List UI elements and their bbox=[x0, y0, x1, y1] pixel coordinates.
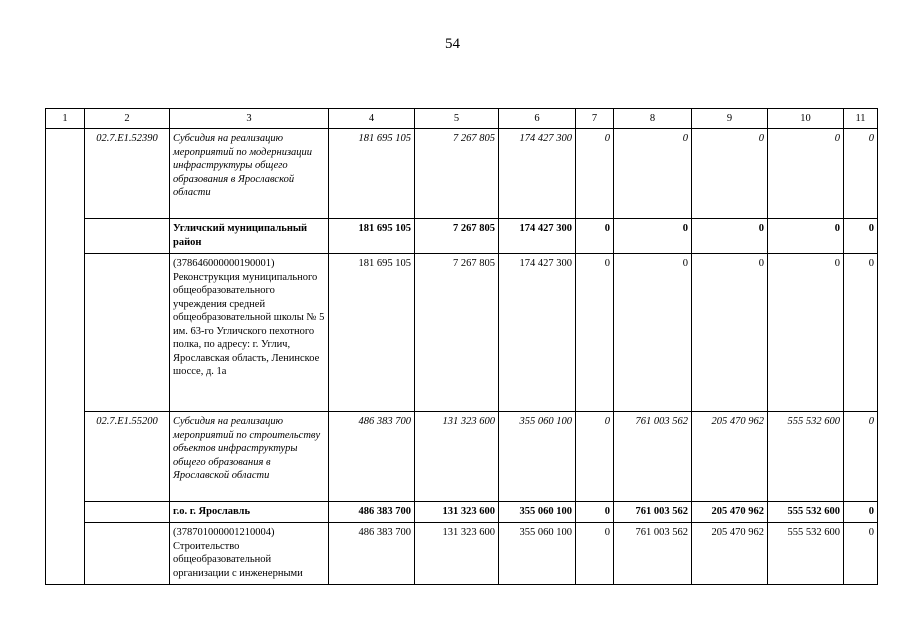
value-cell: 555 532 600 bbox=[768, 523, 844, 585]
table-row bbox=[46, 129, 878, 219]
row-description: г.о. г. Ярославль bbox=[170, 502, 329, 523]
value-cell: 205 470 962 bbox=[692, 502, 768, 523]
table-cell bbox=[46, 219, 85, 254]
row-description: Субсидия на реализацию мероприятий по строительству объектов инфраструктуры общего образования в Ярославской области bbox=[170, 412, 329, 502]
value-cell: 0 bbox=[576, 523, 614, 585]
value-cell: 0 bbox=[692, 129, 768, 219]
row-description: Субсидия на реализацию мероприятий по модернизации инфраструктуры общего образования в Ярославской области bbox=[170, 129, 329, 219]
value-cell: 0 bbox=[576, 219, 614, 254]
value-cell: 7 267 805 bbox=[415, 129, 499, 219]
budget-code bbox=[85, 254, 170, 412]
value-cell: 0 bbox=[768, 254, 844, 412]
budget-code: 02.7.E1.52390 bbox=[85, 129, 170, 219]
value-cell: 0 bbox=[692, 219, 768, 254]
budget-code bbox=[85, 523, 170, 585]
value-cell: 0 bbox=[844, 219, 878, 254]
column-number: 11 bbox=[844, 109, 878, 129]
value-cell: 486 383 700 bbox=[329, 502, 415, 523]
budget-code bbox=[85, 502, 170, 523]
table-cell bbox=[46, 129, 85, 219]
column-number: 6 bbox=[499, 109, 576, 129]
value-cell: 0 bbox=[844, 502, 878, 523]
value-cell: 0 bbox=[614, 219, 692, 254]
column-number: 10 bbox=[768, 109, 844, 129]
budget-code: 02.7.E1.55200 bbox=[85, 412, 170, 502]
value-cell: 0 bbox=[576, 254, 614, 412]
budget-code bbox=[85, 219, 170, 254]
value-cell: 0 bbox=[768, 129, 844, 219]
value-cell: 131 323 600 bbox=[415, 502, 499, 523]
value-cell: 0 bbox=[844, 254, 878, 412]
value-cell: 0 bbox=[692, 254, 768, 412]
value-cell: 0 bbox=[844, 523, 878, 585]
column-number-row bbox=[46, 109, 878, 129]
value-cell: 181 695 105 bbox=[329, 254, 415, 412]
table-cell bbox=[46, 254, 85, 412]
table-row bbox=[46, 502, 878, 523]
column-number: 2 bbox=[85, 109, 170, 129]
value-cell: 355 060 100 bbox=[499, 412, 576, 502]
value-cell: 205 470 962 bbox=[692, 523, 768, 585]
page-number: 54 bbox=[445, 36, 460, 52]
value-cell: 0 bbox=[614, 254, 692, 412]
value-cell: 7 267 805 bbox=[415, 219, 499, 254]
column-number: 9 bbox=[692, 109, 768, 129]
value-cell: 7 267 805 bbox=[415, 254, 499, 412]
value-cell: 0 bbox=[576, 502, 614, 523]
value-cell: 355 060 100 bbox=[499, 523, 576, 585]
column-number: 8 bbox=[614, 109, 692, 129]
table-cell bbox=[46, 502, 85, 523]
table-row bbox=[46, 412, 878, 502]
value-cell: 131 323 600 bbox=[415, 412, 499, 502]
value-cell: 555 532 600 bbox=[768, 412, 844, 502]
value-cell: 174 427 300 bbox=[499, 219, 576, 254]
column-number: 4 bbox=[329, 109, 415, 129]
column-number: 7 bbox=[576, 109, 614, 129]
table-row bbox=[46, 219, 878, 254]
row-description: (378701000001210004) Строительство общеобразовательной организации с инженерными bbox=[170, 523, 329, 585]
value-cell: 0 bbox=[614, 129, 692, 219]
column-number: 5 bbox=[415, 109, 499, 129]
value-cell: 181 695 105 bbox=[329, 129, 415, 219]
value-cell: 181 695 105 bbox=[329, 219, 415, 254]
value-cell: 555 532 600 bbox=[768, 502, 844, 523]
table-row bbox=[46, 254, 878, 412]
table-cell bbox=[46, 523, 85, 585]
value-cell: 205 470 962 bbox=[692, 412, 768, 502]
row-description: Угличский муниципальный район bbox=[170, 219, 329, 254]
value-cell: 486 383 700 bbox=[329, 412, 415, 502]
value-cell: 761 003 562 bbox=[614, 502, 692, 523]
value-cell: 0 bbox=[768, 219, 844, 254]
value-cell: 174 427 300 bbox=[499, 254, 576, 412]
value-cell: 0 bbox=[844, 129, 878, 219]
value-cell: 0 bbox=[844, 412, 878, 502]
column-number: 1 bbox=[46, 109, 85, 129]
budget-table bbox=[45, 108, 878, 585]
row-description: (378646000000190001) Реконструкция муниципального общеобразовательного учреждения средней общеобразовательной школы № 5 им. 63-го Угличского пехотного полка, по адресу: г. Углич, Ярославская область, Ленинское шоссе, д. 1а bbox=[170, 254, 329, 412]
value-cell: 486 383 700 bbox=[329, 523, 415, 585]
value-cell: 355 060 100 bbox=[499, 502, 576, 523]
value-cell: 174 427 300 bbox=[499, 129, 576, 219]
table-cell bbox=[46, 412, 85, 502]
value-cell: 0 bbox=[576, 412, 614, 502]
value-cell: 761 003 562 bbox=[614, 412, 692, 502]
table-body bbox=[46, 109, 878, 585]
value-cell: 131 323 600 bbox=[415, 523, 499, 585]
value-cell: 0 bbox=[576, 129, 614, 219]
value-cell: 761 003 562 bbox=[614, 523, 692, 585]
table-row bbox=[46, 523, 878, 585]
column-number: 3 bbox=[170, 109, 329, 129]
